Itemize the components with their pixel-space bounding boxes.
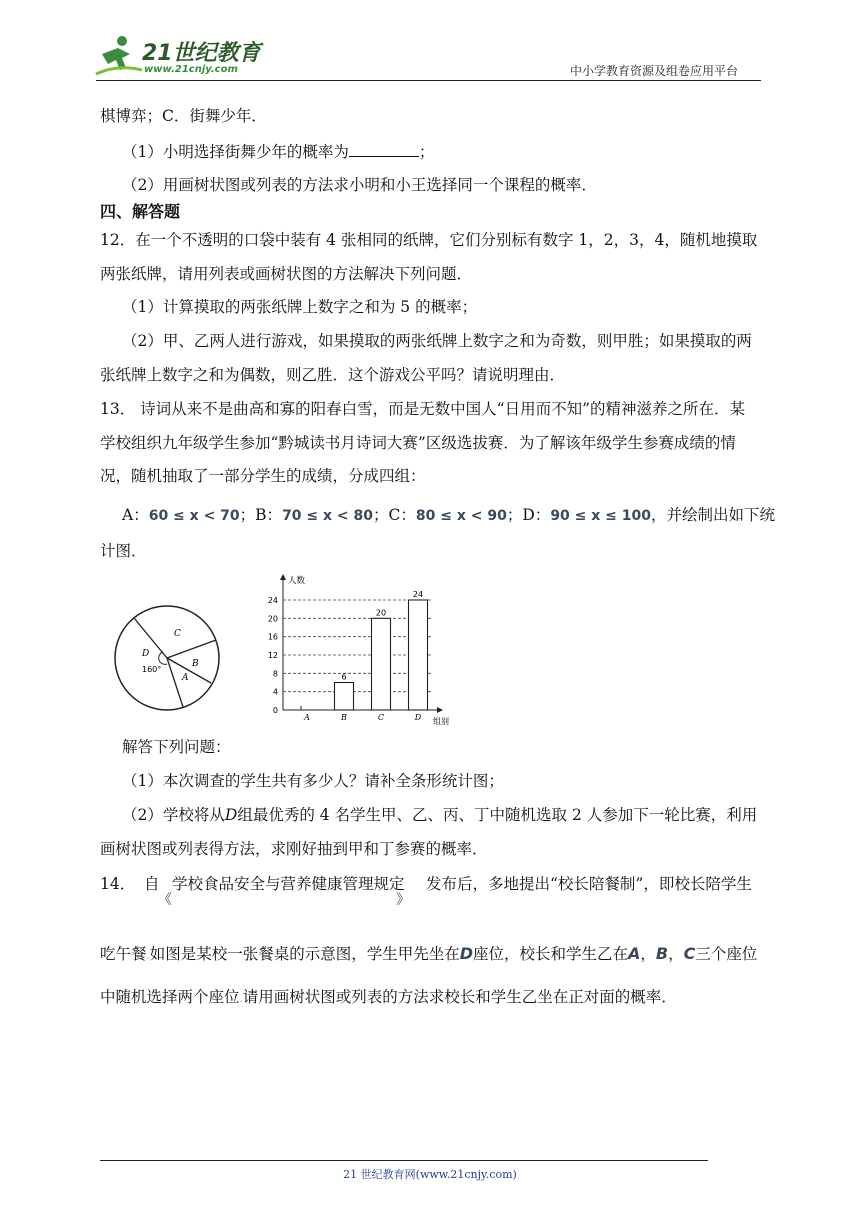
header-platform-text: 中小学教育资源及组卷应用平台	[570, 64, 739, 78]
y-tick-label: 12	[267, 651, 278, 660]
x-axis-label: 组别	[433, 717, 449, 726]
text-line	[122, 140, 434, 163]
header-rule	[96, 80, 761, 81]
group-sep: ，并绘制出如下统	[651, 506, 776, 524]
group-label: B：	[255, 506, 283, 524]
y-tick-label: 16	[267, 632, 278, 642]
question-12-line: （2）甲、乙两人进行游戏，如果摸取的两张纸牌上数字之和为奇数，则甲胜；如果摸取的两	[122, 332, 752, 350]
text-span: ，	[640, 945, 656, 963]
question-12-line: 12．在一个不透明的口袋中装有 4 张相同的纸牌，它们分别标有数字 1，2，3，4，随机地摸取	[100, 231, 758, 249]
group-label: D：	[522, 506, 551, 524]
footer-text: 21 世纪教育网(www.21cnjy.com)	[343, 1168, 517, 1181]
text-span: 组最优秀的 4 名学生甲、乙、丙、丁中随机选取 2 人参加下一轮比赛，利用	[237, 806, 758, 824]
text-span: 学校食品安全与营养健康管理规定	[172, 875, 405, 893]
text-span: ；	[418, 143, 435, 161]
text-span: D	[224, 806, 238, 824]
bar	[335, 683, 354, 711]
bar-chart	[255, 572, 465, 728]
text-span: 》	[396, 892, 410, 908]
question-13-line	[122, 804, 757, 826]
question-14-line	[100, 986, 677, 1011]
bar	[372, 618, 391, 710]
text-span: 请用画树状图或列表的方法求校长和学生乙坐在正对面的概率．	[242, 988, 677, 1006]
logo-text: 21世纪教育	[142, 41, 261, 66]
runner-logo-icon	[92, 34, 144, 78]
question-12-line: 张纸牌上数字之和为偶数，则乙胜．这个游戏公平吗？请说明理由．	[100, 366, 566, 384]
bar-value-label: 20	[375, 608, 387, 618]
question-number: 14．	[100, 875, 136, 893]
x-tick-label: D	[414, 713, 422, 722]
seat-label: D	[459, 944, 473, 963]
question-14-line	[100, 873, 765, 913]
group-sep: ；	[373, 506, 389, 524]
bar	[409, 600, 428, 710]
seat-label: C	[683, 944, 696, 963]
text-span: 发布后，多地提出“校长陪餐制”，即校长陪学生	[426, 875, 752, 893]
question-13-line: 解答下列问题：	[122, 738, 231, 756]
x-tick-label: A	[304, 713, 310, 722]
question-13-line: 13． 诗词从来不是曲高和寡的阳春白雪，而是无数中国人“日用而不知”的精神滋养之所在．某	[100, 400, 746, 418]
text-span: （1）小明选择街舞少年的概率为	[122, 143, 349, 161]
header-logo	[92, 34, 267, 82]
pie-divider	[167, 640, 216, 658]
section-title: 四、解答题	[100, 202, 181, 221]
text-span: （2）学校将从	[122, 806, 225, 824]
question-13-line: 况，随机抽取了一部分学生的成绩，分成四组：	[100, 467, 426, 485]
pie-label-a: A	[182, 673, 189, 683]
question-13-line: 计图．	[100, 542, 147, 560]
x-tick-label: C	[377, 713, 385, 722]
y-tick-label: 8	[272, 669, 278, 679]
x-tick-label: B	[341, 713, 347, 722]
text-span: 自	[144, 875, 160, 893]
pie-label-c: C	[174, 629, 181, 639]
footer-rule	[100, 1160, 708, 1161]
y-tick-label: 4	[272, 687, 278, 697]
group-label: A：	[122, 506, 149, 524]
question-12-line: 两张纸牌，请用列表或画树状图的方法解决下列问题．	[100, 265, 473, 283]
group-range: 60 ≤ x < 70	[148, 508, 240, 524]
question-13-line: 学校组织九年级学生参加“黔城读书月诗词大赛”区级选拔赛．为了解该年级学生参赛成绩的情	[100, 434, 736, 452]
question-14-line	[100, 943, 757, 968]
pie-label-d: D	[142, 649, 150, 659]
y-tick-label: 0	[272, 706, 278, 715]
question-13-line: 画树状图或列表得方法，求刚好抽到甲和丁参赛的概率．	[100, 840, 488, 858]
text-line: 棋博弈；C．街舞少年．	[100, 107, 267, 125]
faint-period: .	[239, 994, 243, 1005]
text-span: 中随机选择两个座位	[100, 988, 240, 1006]
group-range: 90 ≤ x ≤ 100	[550, 508, 652, 524]
pie-chart	[112, 580, 230, 720]
pie-label-b: B	[192, 659, 199, 669]
x-axis-arrow	[437, 707, 443, 713]
text-line: （2）用画树状图或列表的方法求小明和小王选择同一个课程的概率．	[122, 176, 597, 194]
group-range: 80 ≤ x < 90	[415, 508, 507, 524]
text-span: ，	[668, 945, 684, 963]
text-span: 如图是某校一张餐桌的示意图，学生甲先坐在	[149, 945, 460, 963]
answer-blank	[349, 140, 419, 157]
group-sep: ；	[506, 506, 523, 524]
text-span: 三个座位	[695, 945, 758, 963]
question-13-line: （1）本次调查的学生共有多少人？请补全条形统计图；	[122, 772, 504, 790]
seat-label: B	[655, 944, 669, 963]
bar-value-label: 6	[341, 672, 347, 682]
text-span: 座位，校长和学生乙在	[473, 945, 629, 963]
text-span: 《	[158, 892, 172, 908]
group-label: C：	[388, 506, 416, 524]
faint-period: .	[146, 951, 150, 962]
y-axis-arrow	[280, 574, 286, 580]
y-tick-label: 24	[267, 596, 278, 605]
question-12-line: （1）计算摸取的两张纸牌上数字之和为 5 的概率；	[122, 298, 478, 316]
y-tick-label: 20	[267, 614, 278, 624]
group-range: 70 ≤ x < 80	[282, 508, 374, 524]
group-sep: ；	[239, 506, 256, 524]
score-groups-line	[122, 504, 775, 527]
text-span: 吃午餐	[100, 945, 147, 963]
y-axis-label: 人数	[288, 576, 306, 586]
seat-label: A	[628, 944, 641, 963]
pie-angle-label: 160°	[142, 665, 162, 674]
bar-value-label: 24	[412, 590, 424, 599]
logo-url: www.21cnjy.com	[144, 64, 238, 75]
